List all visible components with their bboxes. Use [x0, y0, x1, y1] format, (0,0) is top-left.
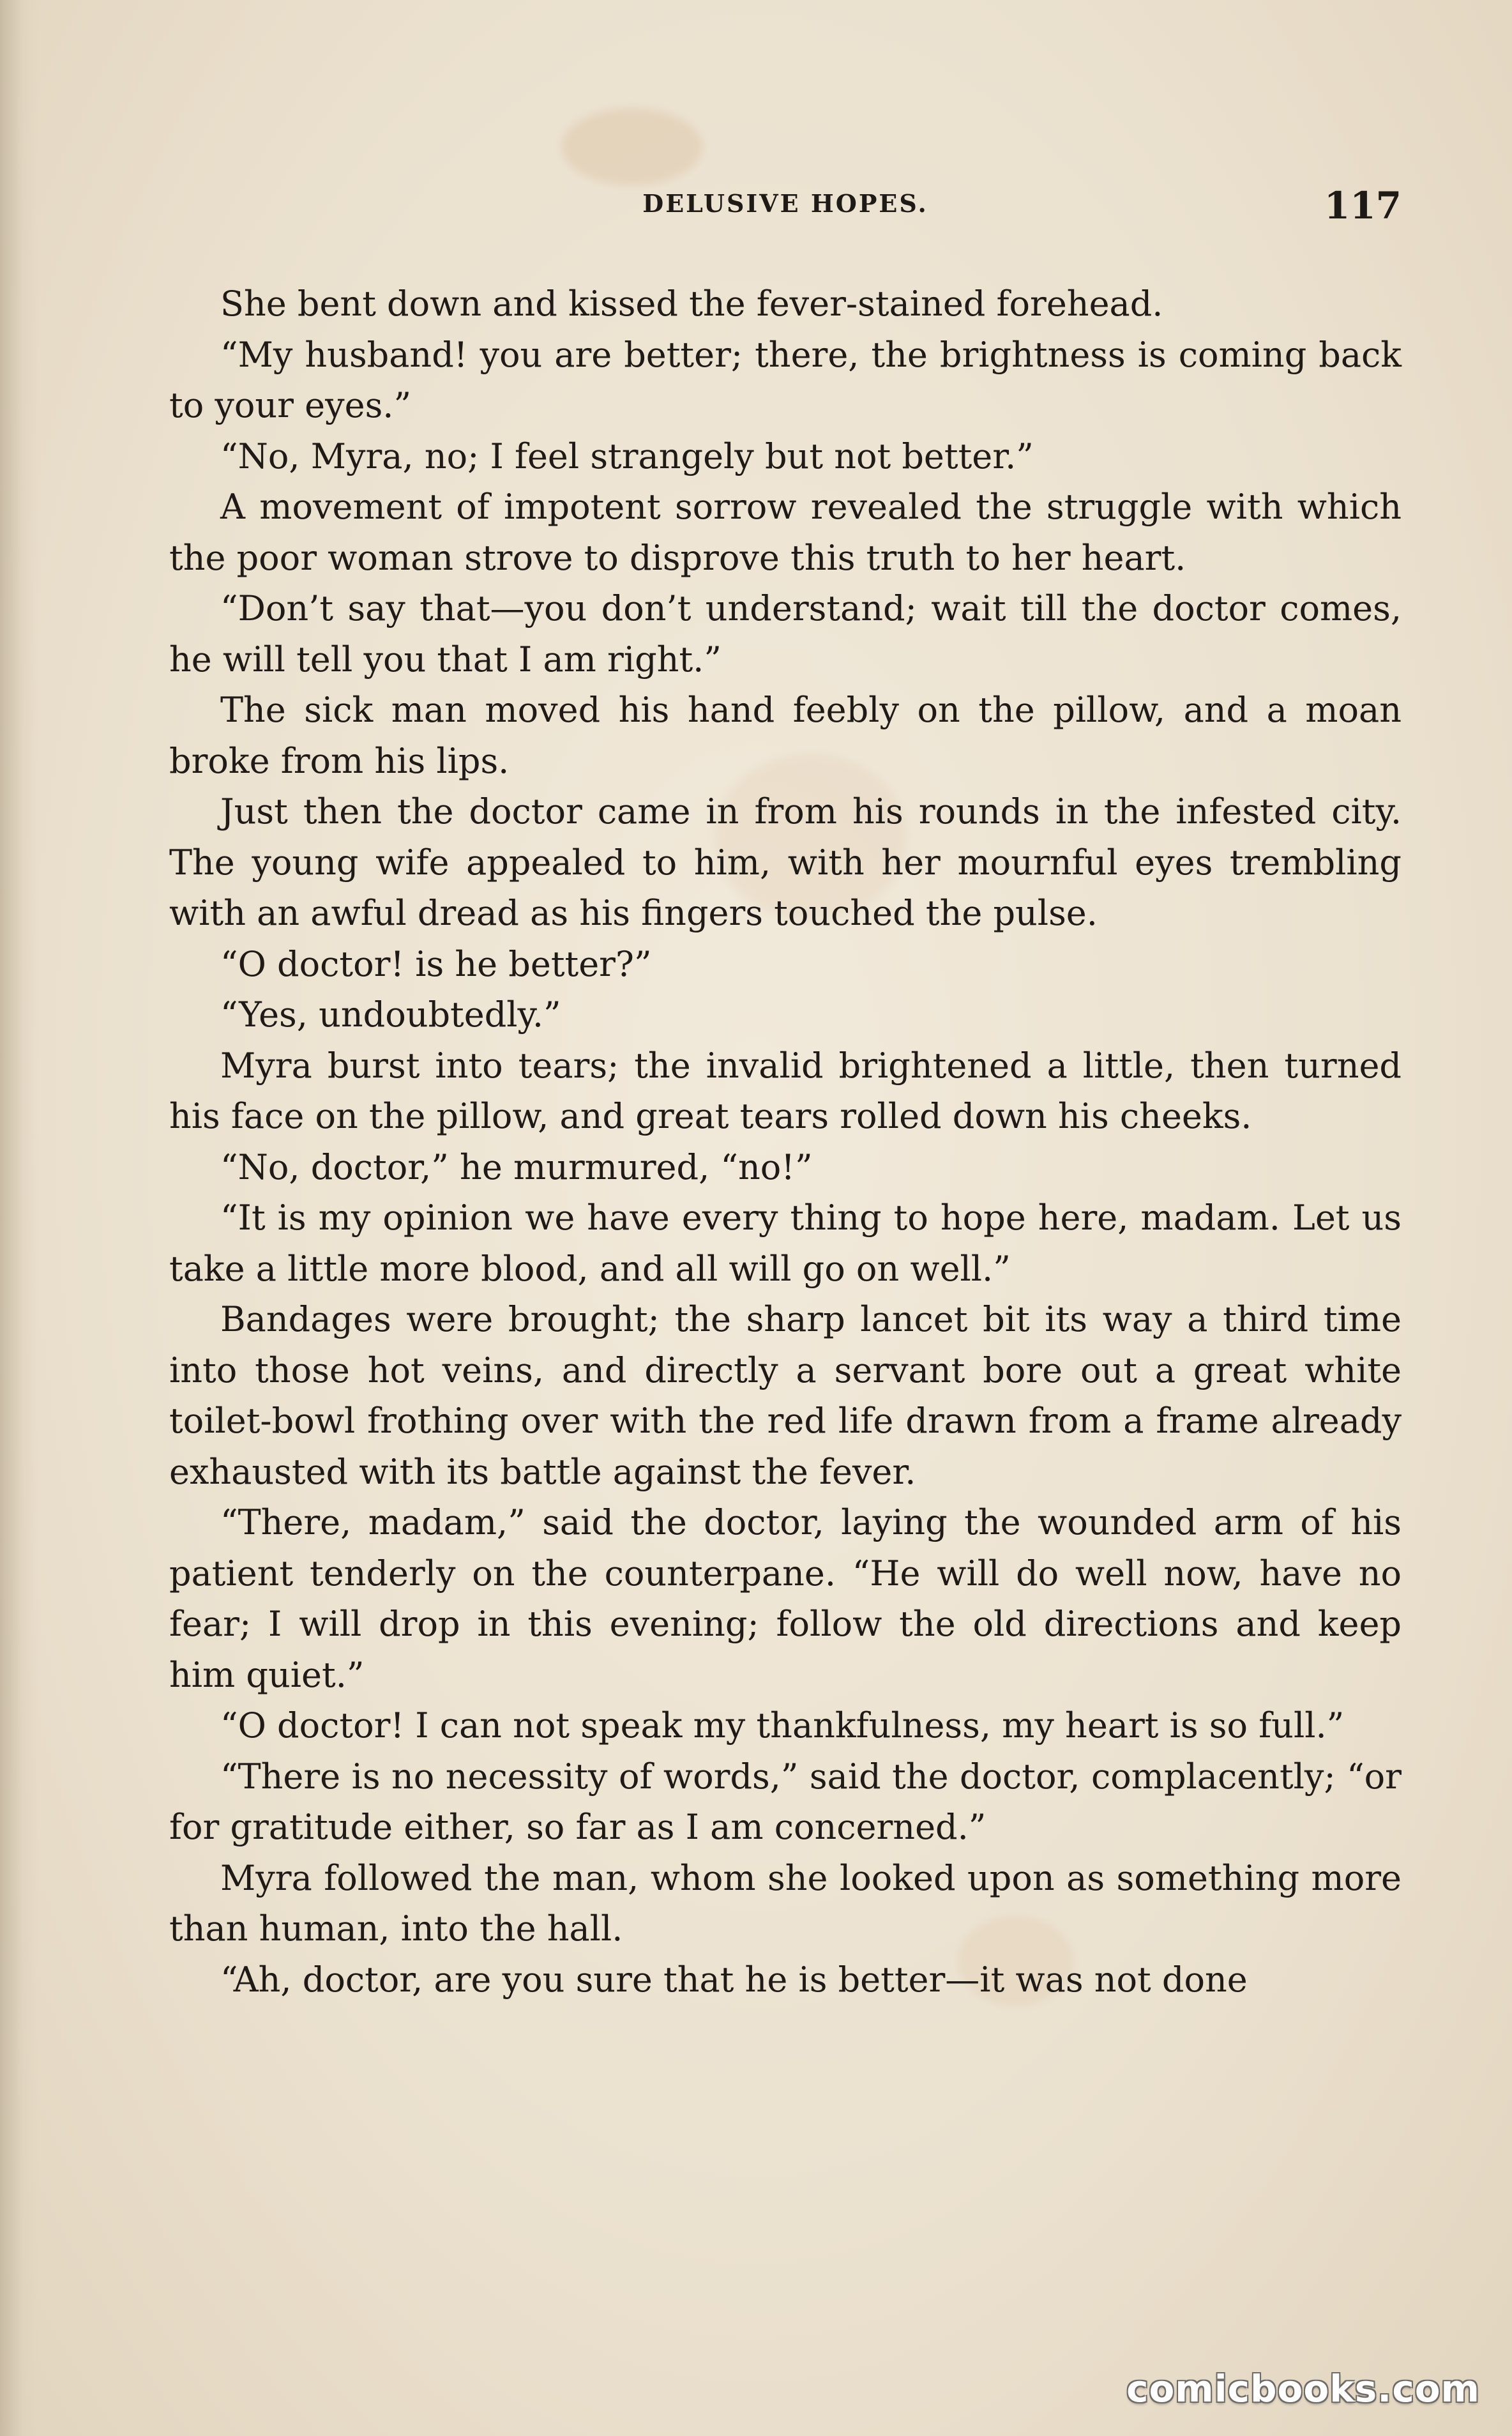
stain-spot: [562, 109, 702, 185]
paragraph: “O doctor! I can not speak my thankfulness, my heart is so full.”: [220, 1705, 1345, 1746]
site-watermark: comicbooks.com: [1126, 2367, 1480, 2410]
paragraph: Just then the doctor came in from his rounds in the infested city. The young wife appealed to him, with her mournful eyes trembling with an awful dread as his fingers touched the pulse.: [169, 791, 1402, 933]
paragraph: Bandages were brought; the sharp lancet bit its way a third time into those hot veins, and directly a servant bore out a great white toilet-bowl frothing over with the red life drawn from a frame already exhausted with its battle against the fever.: [169, 1299, 1402, 1492]
paragraph: “My husband! you are better; there, the brightness is coming back to your eyes.”: [169, 334, 1402, 425]
body-text: [169, 278, 1402, 2005]
spine-shadow: [0, 0, 38, 2436]
paragraph: “O doctor! is he better?”: [220, 943, 652, 984]
paragraph: “Ah, doctor, are you sure that he is better—it was not done: [220, 1959, 1248, 2000]
paragraph: “Yes, undoubtedly.”: [220, 994, 561, 1035]
paragraph: The sick man moved his hand feebly on the pillow, and a moan broke from his lips.: [169, 690, 1402, 781]
paragraph: “No, Myra, no; I feel strangely but not better.”: [220, 436, 1034, 476]
paragraph: “No, doctor,” he murmured, “no!”: [220, 1146, 813, 1187]
paragraph: “It is my opinion we have every thing to hope here, madam. Let us take a little more blood, and all will go on well.”: [169, 1198, 1402, 1289]
paragraph: “There is no necessity of words,” said the doctor, complacently; “or for gratitude either, so far as I am concerned.”: [169, 1756, 1402, 1847]
page-number: 117: [1324, 184, 1402, 227]
paragraph: Myra followed the man, whom she looked upon as something more than human, into the hall.: [169, 1857, 1402, 1949]
page-header: [169, 185, 1402, 236]
paragraph: Myra burst into tears; the invalid brightened a little, then turned his face on the pillow, and great tears rolled down his cheeks.: [169, 1045, 1402, 1136]
paragraph: She bent down and kissed the fever-stained forehead.: [220, 284, 1163, 324]
running-head: DELUSIVE HOPES.: [642, 189, 928, 218]
paragraph: “Don’t say that—you don’t understand; wait till the doctor comes, he will tell you that I am right.”: [169, 588, 1402, 680]
paragraph: “There, madam,” said the doctor, laying the wounded arm of his patient tenderly on the counterpane. “He will do well now, have no fear; I will drop in this evening; follow the old directions and keep him quiet.”: [169, 1502, 1402, 1695]
paragraph: A movement of impotent sorrow revealed the struggle with which the poor woman strove to disprove this truth to her heart.: [169, 487, 1402, 578]
